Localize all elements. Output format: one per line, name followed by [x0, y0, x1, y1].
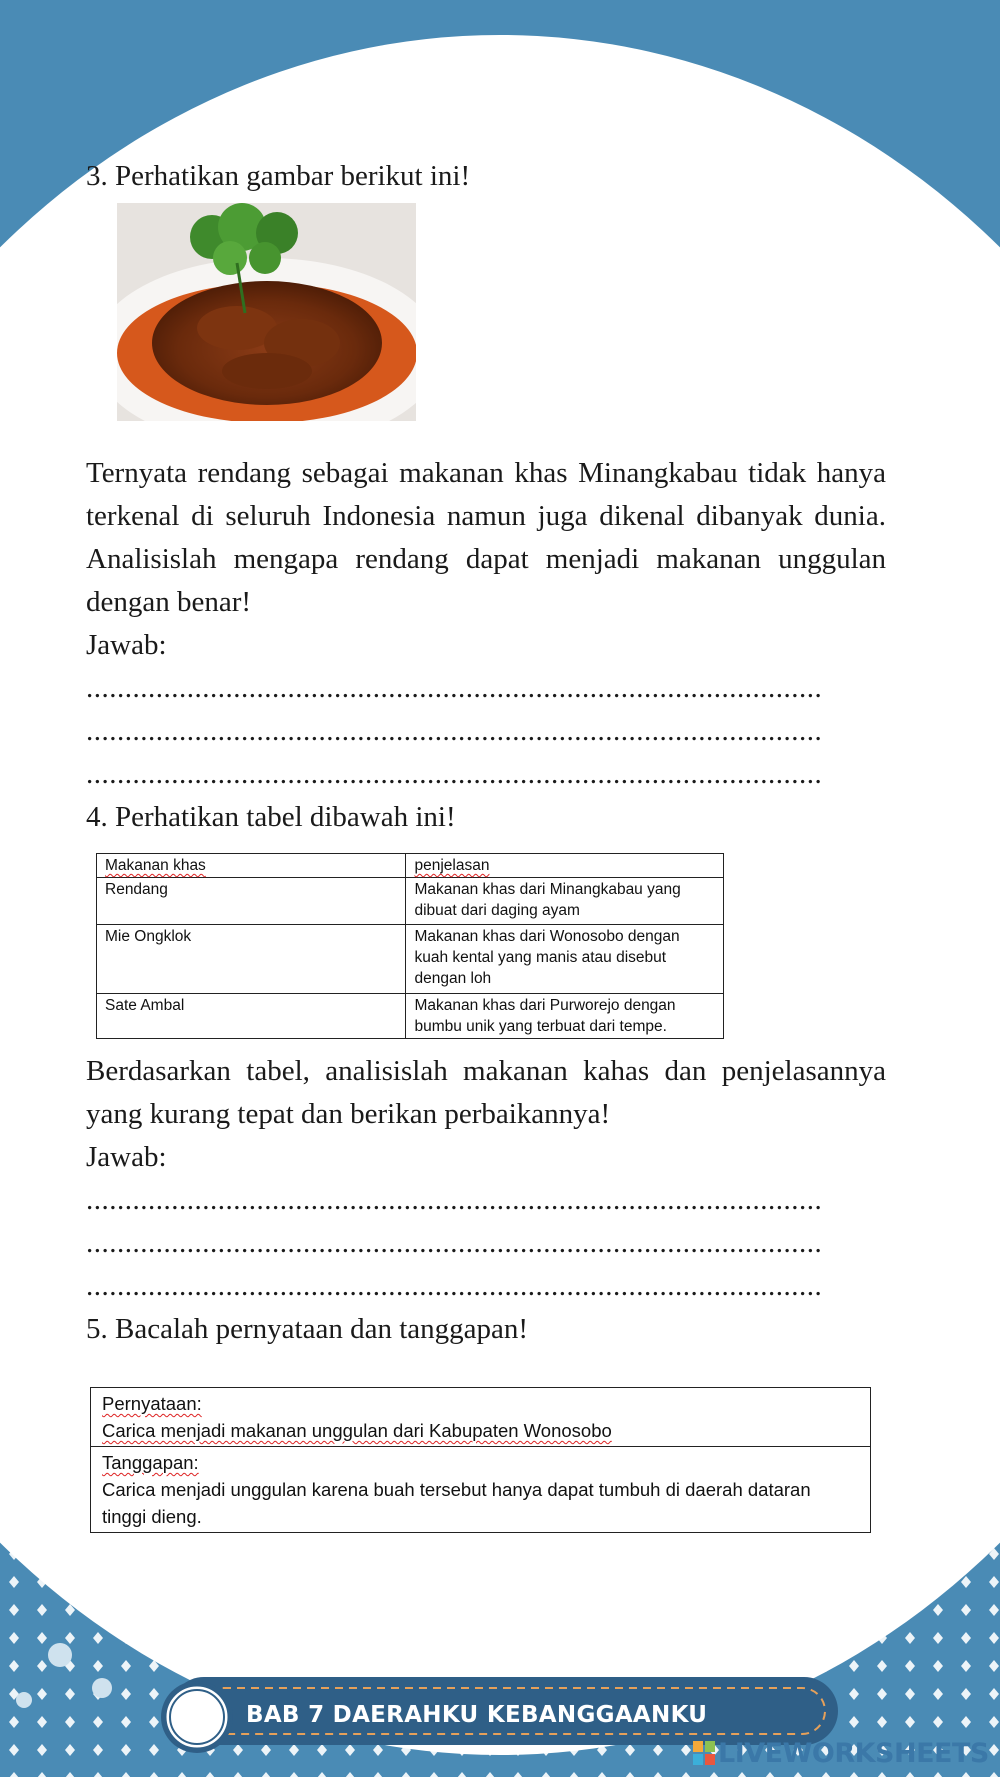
- table-cell: Mie Ongklok: [97, 925, 406, 994]
- statement-label: Pernyataan:: [102, 1393, 202, 1414]
- table-row: [97, 925, 724, 994]
- table-cell: Makanan khas dari Minangkabau yang dibuat dari daging ayam: [406, 878, 724, 925]
- answer-line[interactable]: ...............................................................................................: [86, 758, 823, 790]
- table-cell: Makanan khas dari Wonosobo dengan kuah kental yang manis atau disebut dengan loh: [406, 925, 724, 994]
- table-header-cell: Makanan khas: [97, 854, 406, 878]
- statement-response-table: [90, 1387, 871, 1533]
- rendang-photo: [117, 203, 416, 421]
- food-table: [96, 853, 724, 1039]
- question-4-answer-label: Jawab:: [86, 1141, 167, 1173]
- answer-line[interactable]: ...............................................................................................: [86, 1227, 823, 1259]
- question-3-body: [86, 452, 886, 839]
- chapter-title: BAB 7 DAERAHKU KEBANGGAANKU: [246, 1702, 708, 1728]
- watermark-text: LIVEWORKSHEETS: [718, 1738, 989, 1769]
- question-4-paragraph: Berdasarkan tabel, analisislah makanan kahas dan penjelasannya yang kurang tepat dan berikan perbaikannya!: [86, 1055, 886, 1130]
- statement-row: [91, 1388, 871, 1447]
- question-4-title: 4. Perhatikan tabel dibawah ini!: [86, 801, 456, 833]
- statement-cell: [91, 1388, 871, 1447]
- question-3-title-block: [86, 155, 886, 198]
- response-cell: [91, 1447, 871, 1533]
- table-row: [97, 878, 724, 925]
- answer-line[interactable]: ...............................................................................................: [86, 672, 823, 704]
- answer-line[interactable]: ...............................................................................................: [86, 1270, 823, 1302]
- response-text: Carica menjadi unggulan karena buah tersebut hanya dapat tumbuh di daerah dataran tinggi dieng.: [102, 1479, 811, 1527]
- table-cell: Rendang: [97, 878, 406, 925]
- answer-line[interactable]: ...............................................................................................: [86, 1184, 823, 1216]
- question-3-paragraph: Ternyata rendang sebagai makanan khas Minangkabau tidak hanya terkenal di seluruh Indonesia namun juga dikenal dibanyak dunia. Analisislah mengapa rendang dapat menjadi makanan unggulan dengan benar!: [86, 457, 886, 618]
- question-3-answer-label: Jawab:: [86, 629, 167, 661]
- table-cell: Sate Ambal: [97, 994, 406, 1039]
- response-row: [91, 1447, 871, 1533]
- question-5-title: 5. Bacalah pernyataan dan tanggapan!: [86, 1313, 529, 1345]
- table-header-cell: penjelasan: [406, 854, 724, 878]
- statement-text: Carica menjadi makanan unggulan dari Kabupaten Wonosobo: [102, 1420, 612, 1441]
- table-cell: Makanan khas dari Purworejo dengan bumbu unik yang terbuat dari tempe.: [406, 994, 724, 1039]
- question-4-body: [86, 1050, 886, 1351]
- answer-line[interactable]: ...............................................................................................: [86, 715, 823, 747]
- question-3-title: 3. Perhatikan gambar berikut ini!: [86, 160, 471, 192]
- response-label: Tanggapan:: [102, 1452, 199, 1473]
- table-header-row: [97, 854, 724, 878]
- table-row: [97, 994, 724, 1039]
- liveworksheets-logo-icon: [693, 1741, 715, 1765]
